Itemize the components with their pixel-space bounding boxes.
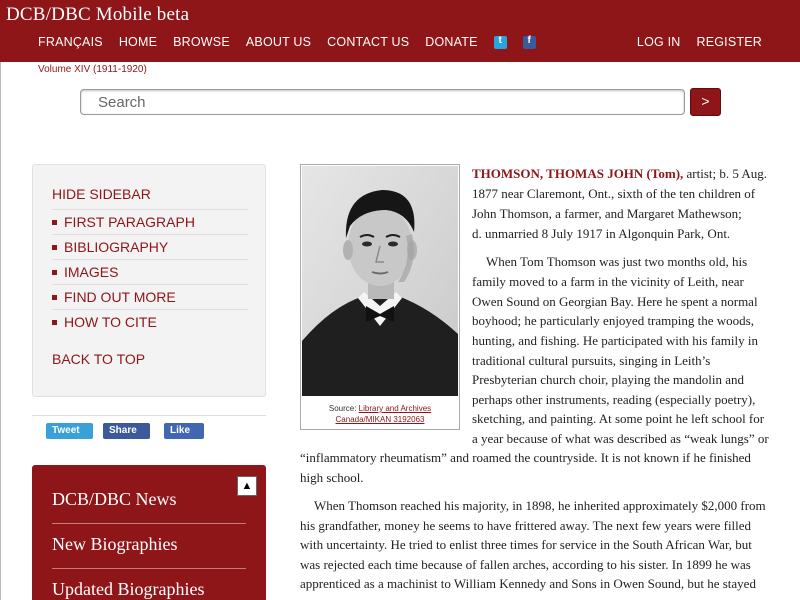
twitter-icon[interactable]: t: [494, 36, 507, 49]
search-input[interactable]: [80, 89, 685, 115]
text-line: d. unmarried 8 July 1917 in Algonquin Park, Ont.: [472, 226, 731, 241]
facebook-share-button[interactable]: Share: [103, 423, 150, 439]
news-item-updated-biographies[interactable]: Updated Biographies: [52, 579, 205, 599]
text-line: Presbyterian church choir, playing the mandolin and: [472, 372, 745, 387]
header-bar: [0, 0, 800, 62]
tweet-button[interactable]: Tweet: [46, 423, 93, 439]
text-line: apprenticed as a machinist to William Kennedy and Sons in Owen Sound, but he stayed: [300, 576, 756, 591]
facebook-like-button[interactable]: Like: [164, 423, 204, 439]
caption-source-link[interactable]: Library and Archives Canada/MIKAN 3192063: [335, 404, 432, 424]
sidebar-item-first-paragraph[interactable]: [52, 209, 248, 234]
sidebar-item-images[interactable]: [52, 259, 248, 284]
text-line: high school.: [300, 470, 364, 485]
main-nav: [38, 35, 552, 49]
bullet-icon: [52, 245, 57, 250]
bullet-icon: [52, 270, 57, 275]
portrait-image: [302, 166, 458, 396]
divider: [52, 568, 246, 569]
sidebar-item-label: BIBLIOGRAPHY: [64, 239, 169, 255]
nav-home[interactable]: HOME: [118, 35, 158, 49]
nav-about-us[interactable]: ABOUT US: [245, 35, 312, 49]
text-line: When Tom Thomson was just two months old, his: [486, 254, 748, 269]
search-button[interactable]: >: [690, 88, 721, 116]
nav-browse[interactable]: BROWSE: [173, 35, 230, 49]
portrait-figure: [300, 164, 460, 430]
hide-sidebar-link[interactable]: HIDE SIDEBAR: [52, 186, 151, 202]
volume-link[interactable]: Volume XIV (1911-1920): [38, 64, 147, 75]
sidebar-item-find-out-more[interactable]: [52, 284, 248, 309]
nav-francais[interactable]: FRANÇAIS: [38, 35, 103, 49]
text-line: family moved to a farm in the vicinity of Leith, near: [472, 274, 744, 289]
sidebar: [32, 164, 266, 397]
text-line: perhaps other instruments, reading (especially poetry),: [472, 392, 756, 407]
sidebar-item-label: IMAGES: [64, 264, 119, 280]
collapse-up-icon[interactable]: ▲: [237, 476, 257, 496]
facebook-icon[interactable]: f: [523, 36, 536, 49]
news-item-new-biographies[interactable]: New Biographies: [52, 534, 178, 554]
text-line: with uncertainty. He tried to enlist three times for service in the South African War, but: [300, 537, 752, 552]
biography-subject-name: THOMSON, THOMAS JOHN (Tom),: [472, 166, 684, 181]
sidebar-item-bibliography[interactable]: [52, 234, 248, 259]
text-line: traditional cultural pursuits, singing in Leith’s: [472, 353, 711, 368]
first-paragraph-line: [472, 164, 767, 184]
news-item-dcb-news[interactable]: DCB/DBC News: [52, 489, 177, 509]
back-to-top-link[interactable]: BACK TO TOP: [52, 351, 146, 367]
divider: [52, 523, 246, 524]
text-line: his grandfather, money he seems to have frittered away. The next few years were filled: [300, 518, 752, 533]
sidebar-item-label: FIRST PARAGRAPH: [64, 214, 195, 230]
login-link[interactable]: LOG IN: [636, 35, 681, 49]
text-line: artist; b. 5 Aug.: [683, 166, 768, 181]
text-line: hunting, and fishing. He participated with his family in: [472, 333, 758, 348]
text-line: sketching, and painting. At some point he left school for: [472, 411, 765, 426]
portrait-photo[interactable]: [302, 166, 458, 396]
sidebar-item-how-to-cite[interactable]: [52, 309, 248, 334]
caption-prefix: Source:: [328, 404, 359, 413]
account-nav: [621, 35, 762, 49]
text-line: was rejected each time because of fallen arches, according to his sister. In 1899 he was: [300, 557, 751, 572]
divider: [32, 415, 266, 416]
nav-contact-us[interactable]: CONTACT US: [327, 35, 410, 49]
text-line: John Thomson, a farmer, and Margaret Mathewson;: [472, 206, 742, 221]
sidebar-item-label: HOW TO CITE: [64, 314, 157, 330]
bullet-icon: [52, 320, 57, 325]
news-panel: [32, 465, 266, 600]
text-line: Owen Sound on Georgian Bay. Here he spent a normal: [472, 294, 758, 309]
left-border: [0, 62, 1, 600]
sidebar-list: [52, 209, 248, 334]
text-line: When Thomson reached his majority, in 1898, he inherited approximately $2,000 from: [314, 498, 766, 513]
site-title[interactable]: DCB/DBC Mobile beta: [6, 4, 190, 25]
register-link[interactable]: REGISTER: [696, 35, 762, 49]
text-line: 1877 near Claremont, Ont., sixth of the ten children of: [472, 186, 756, 201]
bullet-icon: [52, 295, 57, 300]
sidebar-item-label: FIND OUT MORE: [64, 289, 176, 305]
text-line: boyhood; he particularly enjoyed tramping the woods,: [472, 313, 754, 328]
nav-donate[interactable]: DONATE: [425, 35, 478, 49]
text-line: “inflammatory rheumatism” and roamed the countryside. It is not known if he finished: [300, 450, 751, 465]
bullet-icon: [52, 220, 57, 225]
figure-caption: [301, 403, 459, 425]
text-line: a year because of what was described as “weak lungs” or: [472, 431, 769, 446]
